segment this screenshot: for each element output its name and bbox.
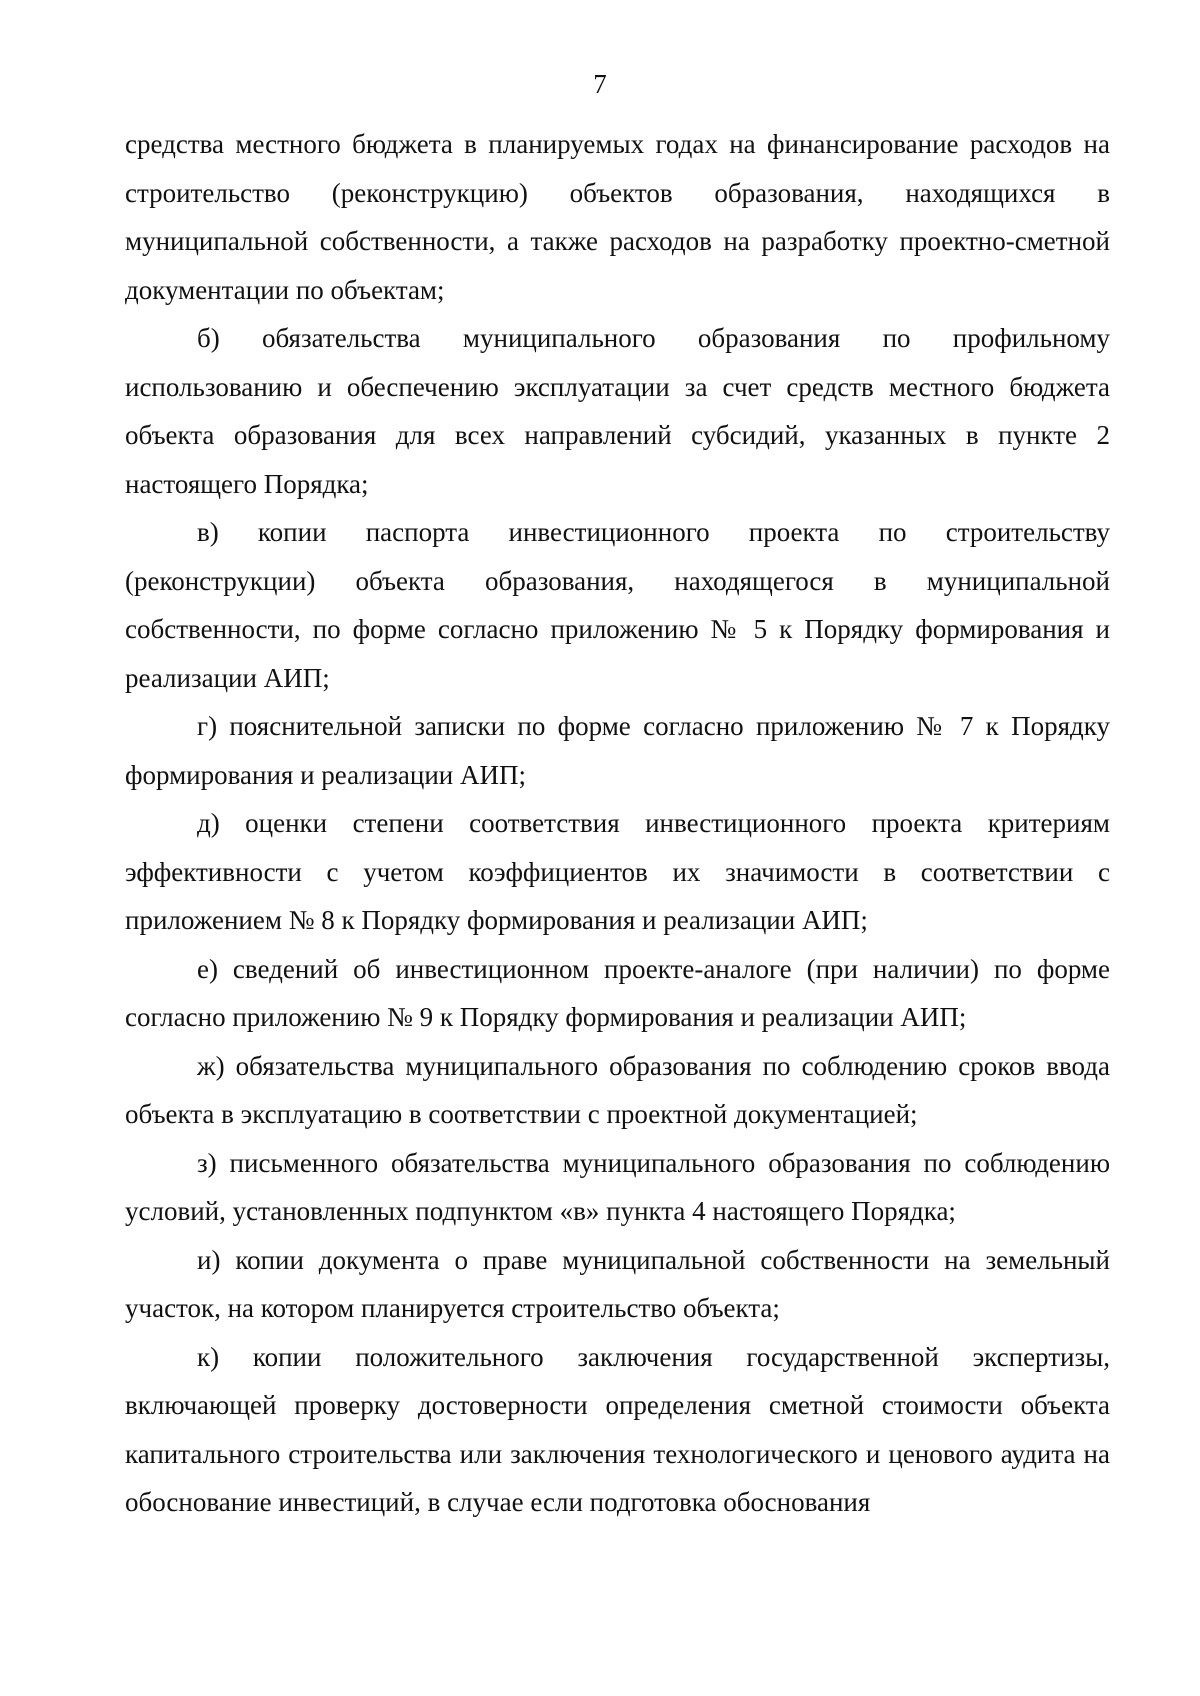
paragraph-item-v: в) копии паспорта инвестиционного проекта по строительству (реконструкции) объекта образования, находящегося в муниципальной собственности, по форме согласно приложению № 5 к Порядку формирования и реализации АИП; xyxy=(125,517,1110,693)
page-number: 7 xyxy=(593,69,607,99)
paragraph-item-z: з) письменного обязательства муниципального образования по соблюдению условий, установленных подпунктом «в» пункта 4 настоящего Порядка; xyxy=(125,1147,1110,1226)
paragraph-item-e: е) сведений об инвестиционном проекте-аналоге (при наличии) по форме согласно приложению № 9 к Порядку формирования и реализации АИП; xyxy=(125,953,1110,1032)
paragraph-continuation: средства местного бюджета в планируемых годах на финансирование расходов на строительство (реконструкцию) объектов образования, находящихся в муниципальной собственности, а также расходов на разработку проектно-сметной документации по объектам; xyxy=(125,129,1110,305)
document-body xyxy=(125,120,1110,1527)
paragraph-item-zh: ж) обязательства муниципального образования по соблюдению сроков ввода объекта в эксплуатацию в соответствии с проектной документацией; xyxy=(125,1050,1110,1129)
paragraph-item-g: г) пояснительной записки по форме согласно приложению № 7 к Порядку формирования и реализации АИП; xyxy=(125,711,1110,790)
paragraph-item-b: б) обязательства муниципального образования по профильному использованию и обеспечению эксплуатации за счет средств местного бюджета объекта образования для всех направлений субсидий, указанных в пункте 2 настоящего Порядка; xyxy=(125,323,1110,499)
paragraph-item-d: д) оценки степени соответствия инвестиционного проекта критериям эффективности с учетом коэффициентов их значимости в соответствии с приложением № 8 к Порядку формирования и реализации АИП; xyxy=(125,808,1110,935)
paragraph-item-i: и) копии документа о праве муниципальной собственности на земельный участок, на котором планируется строительство объекта; xyxy=(125,1244,1110,1323)
paragraph-item-k: к) копии положительного заключения государственной экспертизы, включающей проверку достоверности определения сметной стоимости объекта капитального строительства или заключения технологического и ценового аудита на обоснование инвестиций, в случае если подготовка обоснования xyxy=(125,1341,1110,1517)
